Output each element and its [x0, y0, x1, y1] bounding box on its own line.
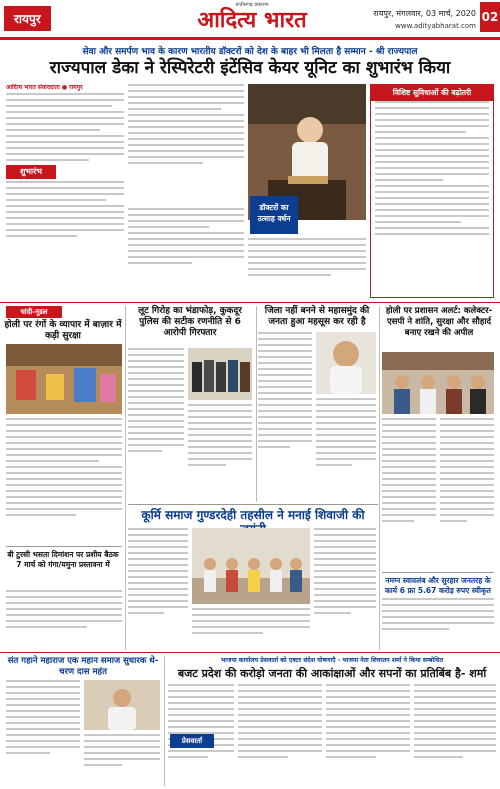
dateline: रायपुर, मंगलवार, 03 मार्च, 2020 — [373, 9, 476, 18]
story-headline-5: कूर्मि समाज गुण्डरदेही तहसील ने मनाई शिवाजी की — [141, 508, 365, 522]
story-text-4a — [382, 418, 436, 568]
story-tag-8: प्रेसवार्ता — [170, 734, 214, 748]
story-photo-2 — [188, 348, 252, 400]
logo-name: आदित्य भारत — [197, 7, 307, 33]
lead-column-1 — [6, 84, 124, 294]
story-photo-3 — [316, 332, 376, 394]
story-headline-2: लूट गिरोह का भंडाफोड़, कुकदूर पुलिस की सटीक रणनीति से 6 आरोपी गिरफ्तार — [138, 306, 242, 338]
story-text-6 — [382, 598, 494, 650]
lead-column-2b — [128, 208, 244, 298]
photo-image — [316, 332, 376, 394]
story-photo-4 — [382, 352, 494, 414]
story-headline-4: होली पर प्रशासन अलर्ट: कलेक्टर- एसपी ने शांति, सुरक्षा और सौहार्द बनाए रखने की अपील — [385, 306, 493, 338]
story-top-8: भाजपा कार्यालय प्रेसवार्ता को एक्टर संदेश घोषणाएँ - भाजपा नेता शिवरतन शर्मा ने किया सम्बोधित — [220, 657, 444, 664]
photo-image — [6, 344, 122, 414]
divider — [128, 504, 378, 505]
section-label: रायपुर — [4, 6, 51, 31]
lead-sidebox — [370, 84, 494, 298]
column-rule — [125, 306, 126, 650]
story-photo-7 — [84, 680, 160, 730]
story-text-7b — [84, 734, 160, 785]
column-rule — [256, 306, 257, 502]
photo-image — [192, 528, 310, 604]
story-headline-6: नमग्न स्वावलंब और सुरहार जनतरह के कार्य 6 फ्रा 5.67 करोड़ रुपए स्वीकृत — [385, 576, 491, 595]
story-text-5c — [314, 528, 376, 648]
story-text-5b — [192, 608, 310, 650]
divider — [0, 652, 500, 653]
photo-image — [84, 680, 160, 730]
lead-column-2 — [128, 84, 244, 204]
story-text-8c — [326, 684, 410, 784]
story-text-8b — [238, 684, 322, 784]
story-photo-1 — [6, 344, 122, 414]
story-text-3a — [258, 332, 312, 502]
column-rule — [379, 306, 380, 650]
divider — [6, 546, 122, 547]
sidebox-title: विशिष्ट सुविधाओं की बढ़ोतरी — [371, 85, 493, 101]
photo-caption: डॉक्टरों का उत्साह वर्धन — [250, 196, 298, 234]
lead-column-3 — [248, 238, 366, 298]
story-headline-1: होली पर रंगों के व्यापार में बाज़ार में कड़ी सुरक्षा — [4, 320, 122, 341]
story-headline-8: बजट प्रदेश की करोड़ो जनता की आकांक्षाओं और सपनों का प्रतिबिंब है- शर्मा — [177, 667, 487, 680]
story-text-3b — [316, 398, 376, 502]
divider — [0, 302, 500, 303]
story-sub-text-1 — [6, 590, 122, 650]
column-rule — [164, 656, 165, 786]
story-text-8d — [414, 684, 496, 784]
story-sub-1: बी टुरसी भसता दिमांशन पर प्रशीय बैठक 7 मार्च को गंगा/यमुना प्रस्तावना में — [7, 550, 119, 569]
newspaper-logo — [182, 2, 322, 32]
story-text-1 — [6, 418, 122, 546]
story-text-2b — [188, 404, 252, 500]
story-text-2a — [128, 348, 184, 500]
lead-kicker: सेवा और समर्पण भाव के कारण भारतीय डॉक्टरों को देश के बाहर भी मिलता है सम्मान - श्री राज्यपाल — [82, 47, 418, 57]
story-text-4b — [440, 418, 494, 568]
story-text-5a — [128, 528, 188, 648]
inset-label: शुभारंभ — [6, 165, 56, 178]
lead-headline: राज्यपाल डेका ने रेस्पिरेटरी इंटेंसिव केयर यूनिट का शुभारंभ किया — [49, 58, 451, 78]
lead-byline: आदित्य भारत संवाददाता ● रायपुर — [6, 84, 83, 91]
story-text-7a — [6, 680, 80, 785]
story-headline-3: जिला नहीं बनने से महासमुंद की जनता हुआ महसूस कर रही है — [264, 306, 370, 327]
story-photo-5 — [192, 528, 310, 604]
masthead — [0, 0, 500, 40]
story-tag: चांदी-नूडल — [6, 306, 62, 318]
website-url[interactable]: www.adityabharat.com — [395, 22, 476, 30]
page-number: 02 — [480, 2, 500, 32]
photo-image — [382, 352, 494, 414]
story-headline-7: संत गहाने महाराज एक महान समाज सुधारक थे- चरण दास महंत — [7, 656, 159, 677]
photo-image — [188, 348, 252, 400]
sidebox-text — [375, 101, 489, 295]
logo-tagline: छत्तीसगढ़ प्रकाशन — [235, 2, 269, 8]
divider — [382, 572, 494, 573]
